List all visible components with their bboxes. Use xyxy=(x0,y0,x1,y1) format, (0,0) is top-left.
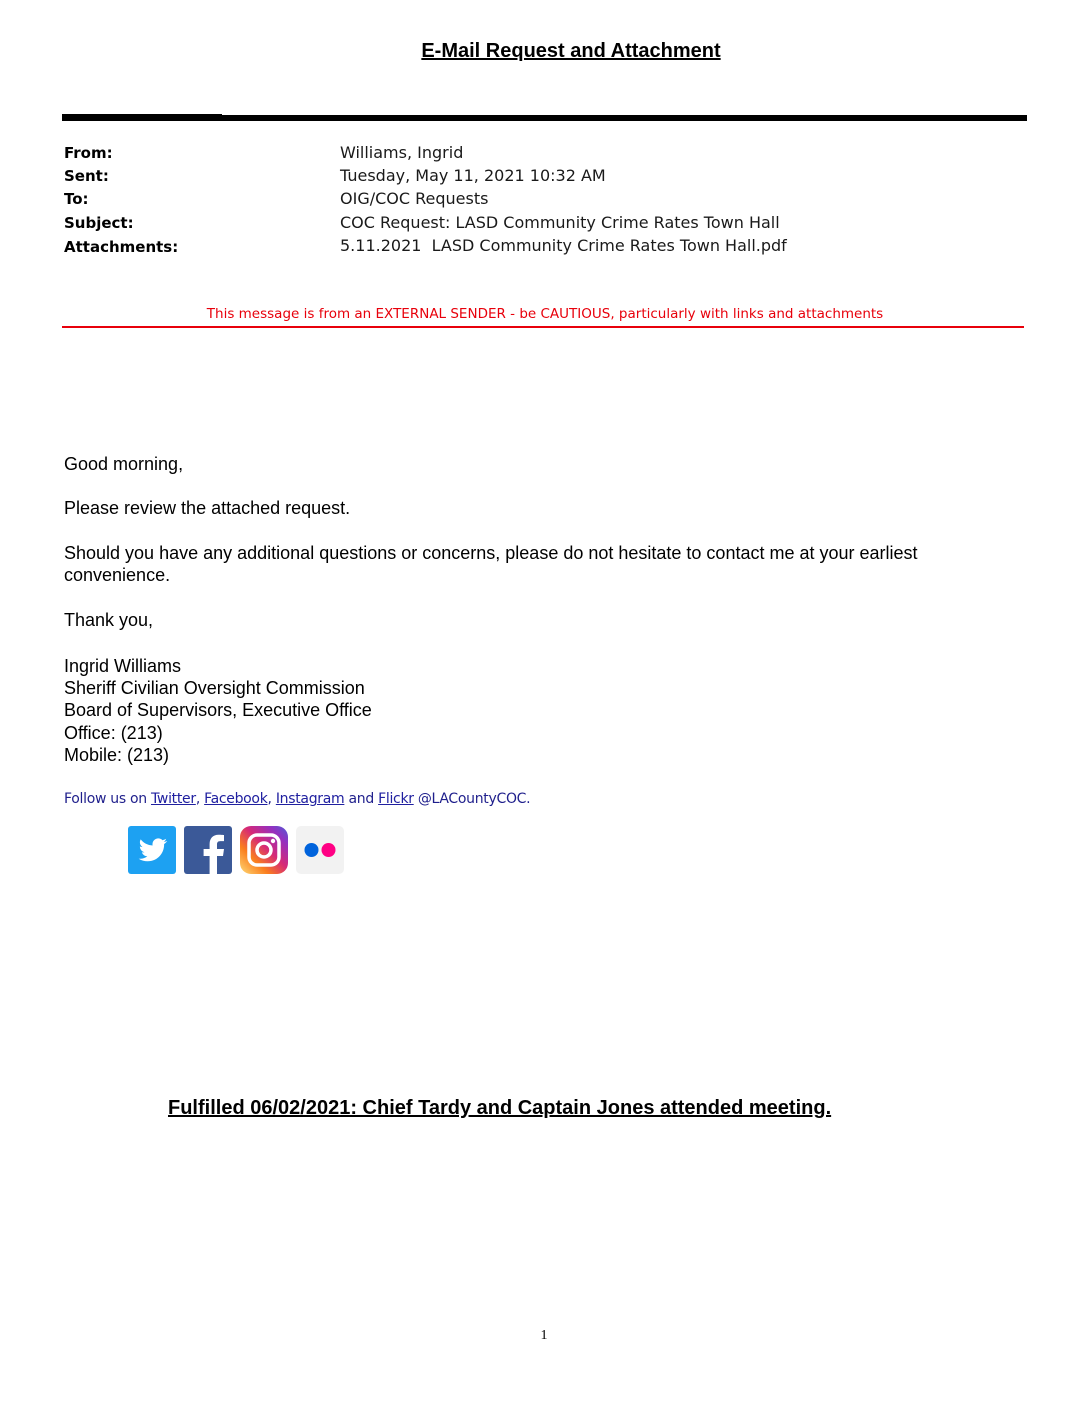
from-label: From: xyxy=(64,144,113,162)
attachment-link[interactable]: 5.11.2021 LASD Community Crime Rates Town Hall.pdf xyxy=(340,236,787,255)
signature-office: Board of Supervisors, Executive Office xyxy=(64,700,372,720)
flickr-link[interactable]: Flickr xyxy=(378,791,414,807)
facebook-link[interactable]: Facebook xyxy=(204,791,268,807)
signature-name: Ingrid Williams xyxy=(64,656,182,676)
twitter-icon[interactable] xyxy=(128,826,176,874)
sent-value: Tuesday, May 11, 2021 10:32 AM xyxy=(340,166,606,185)
signature-office-phone: Office: (213) xyxy=(64,723,163,743)
facebook-icon[interactable] xyxy=(184,826,232,874)
from-value: Williams, Ingrid xyxy=(340,143,464,162)
page-number: 1 xyxy=(540,1328,548,1343)
external-sender-warning: This message is from an EXTERNAL SENDER - be CAUTIOUS, particularly with links and attachments xyxy=(206,306,884,322)
subject-value: COC Request: LASD Community Crime Rates Town Hall xyxy=(340,213,780,232)
fulfilled-note: Fulfilled 06/02/2021: Chief Tardy and Captain Jones attended meeting. xyxy=(168,1097,832,1119)
signature-organization: Sheriff Civilian Oversight Commission xyxy=(64,678,365,698)
follow-us-line xyxy=(64,791,530,807)
to-value: OIG/COC Requests xyxy=(340,189,489,208)
social-icons xyxy=(128,826,344,874)
greeting: Good morning, xyxy=(64,454,184,474)
flickr-icon[interactable] xyxy=(296,826,344,874)
sent-label: Sent: xyxy=(64,167,109,185)
body-paragraph-2: Should you have any additional questions or concerns, please do not hesitate to contact me at your earliest convenience. xyxy=(64,543,918,585)
to-label: To: xyxy=(64,190,89,208)
follow-separator: , xyxy=(195,791,205,807)
attachments-label: Attachments: xyxy=(64,238,179,256)
instagram-icon[interactable] xyxy=(240,826,288,874)
follow-separator: , xyxy=(267,791,276,807)
twitter-link[interactable]: Twitter xyxy=(150,791,196,807)
closing: Thank you, xyxy=(64,610,154,630)
document-title: E-Mail Request and Attachment xyxy=(421,40,721,62)
instagram-link[interactable]: Instagram xyxy=(275,791,345,807)
subject-label: Subject: xyxy=(64,214,134,232)
signature-mobile-phone: Mobile: (213) xyxy=(64,745,170,765)
header-rule xyxy=(62,115,1027,121)
body-paragraph-1: Please review the attached request. xyxy=(64,498,351,518)
follow-prefix: Follow us on xyxy=(64,791,151,807)
warning-rule xyxy=(62,326,1024,328)
follow-handle: @LACountyCOC. xyxy=(413,791,531,807)
follow-and: and xyxy=(344,791,379,807)
